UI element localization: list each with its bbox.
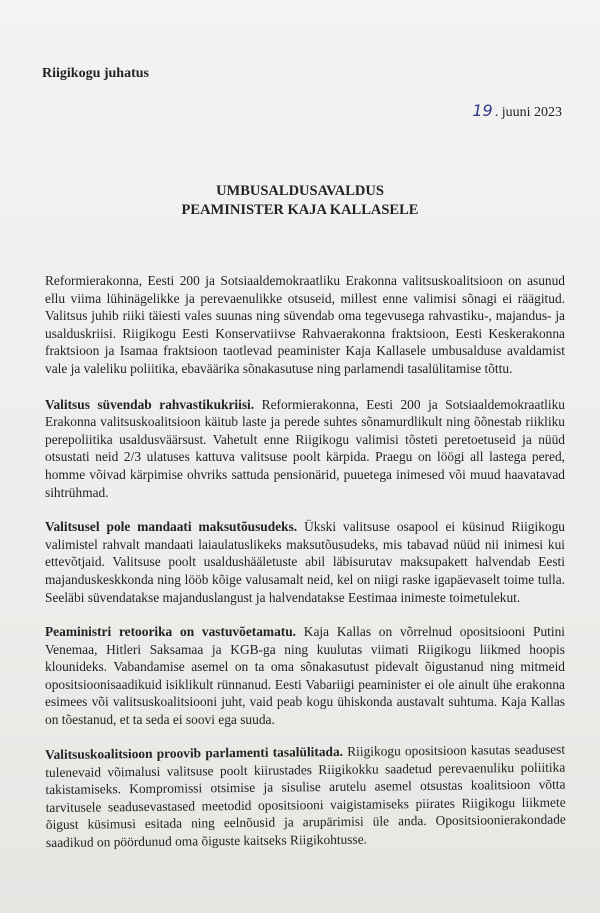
paragraph-intro <box>45 272 565 378</box>
paragraph-text: Riigikogu opositsioon kasutas seadusest tulenevaid võimalusi valitsuse poolt kiirustades Riigikokku saadetud perevaenuliku poliitika takistamiseks. Kompromissi otsimise ja sisulise arutelu asemel otsustas koalitsioon võtta tarvitusele seadusevastased meetodid opositsiooni vaigistamiseks piirates Riigikogu liikmete õigust küsimusi esitada ning eelnõusid ja arupärimisi üle anda. Opositsioonierakondade saadikud on pöördunud oma õiguste kaitseks Riigikohtusse. <box>45 741 566 850</box>
paragraph-lead: Valitsuskoalitsioon proovib parlamenti tasalülitada. <box>45 743 344 762</box>
paragraph-lead: Valitsus süvendab rahvastikukriisi. <box>45 396 255 412</box>
date-month-year: . juuni 2023 <box>494 105 562 120</box>
date-line <box>472 101 562 121</box>
paragraph-maksutousud <box>45 518 565 606</box>
paragraph-text: Reformierakonna, Eesti 200 ja Sotsiaaldemokraatliku Erakonna valitsuskoalitsioon on asunud ellu viima lühinägelikke ja perevaenulikke otsuseid, millest enne valimisi sõnagi ei räägitud. Valitsus juhib riiki täiesti vales suunas ning süvendab oma tegevusega rahvastiku-, majandus- ja usalduskriisi. Riigikogu Eesti Konservatiivse Rahvaerakonna fraktsioon, Eesti Keskerakonna fraktsioon ja Isamaa fraktsioon taotlevad peaminister Kaja Kallasele umbusalduse avaldamist vale ja valeliku poliitika, ebaväärika sõnakasutuse ning parlamendi tasalülitamise tõttu. <box>45 273 565 376</box>
paragraph-retoorika <box>45 623 565 729</box>
addressee: Riigikogu juhatus <box>42 66 149 81</box>
paragraph-text: Kaja Kallas on võrrelnud opositsiooni Putini Venemaa, Hitleri Saksamaa ja KGB-ga ning kuulutas viimati Riigikogu liikmed hoopis klounideks. Vabandamise asemel on ta oma sõnakasutust pidevalt õigustanud ning mitmeid opositsioonisaadikuid isiklikult rünnanud. Eesti Vabariigi peaminister ei ole ainult ühe erakonna esimees või valitsuskoalitsiooni juht, vaid peab kogu ühiskonda austavalt suhtuma. Kaja Kallas on tõestanud, et ta seda ei soovi ega suuda. <box>45 624 565 728</box>
document-body <box>45 272 565 868</box>
paragraph-rahvastikukriis <box>45 396 565 502</box>
title-line-2: PEAMINISTER KAJA KALLASELE <box>181 202 419 218</box>
paragraph-text: Ükski valitsuse osapool ei küsinud Riigikogu valimistel rahvalt mandaati laiaulatuslikeks maksutõusudeks, mis tabavad nüüd nii inimesi kui ettevõtjaid. Valitsuse poolt usaldushääletuste abil läbisurutav maksupakett halvendab Eesti majanduskeskkonda ning lööb kõige valusamalt neid, kel on niigi raske igapäevaselt toime tulla. Seeläbi süvendatakse majanduslangust ja halvendatakse Eestimaa inimeste toimetulekut. <box>45 519 565 605</box>
paragraph-text: Reformierakonna, Eesti 200 ja Sotsiaaldemokraatliku Erakonna valitsuskoalitsioon käitub laste ja perede suhtes sõnamurdlikult ning õõnestab riikliku perepoliitika usaldusväärsust. Vahetult enne Riigikogu valimisi tõsteti peretoetuseid ja nüüd otsustati neid 2/3 ulatuses kattuva valitsuse poolt kärpida. Praegu on löögi all lastega pered, homme võivad kärpimise ohvriks sattuda pensionärid, puuetega inimesed või muud haavatavad sihtrühmad. <box>45 396 565 500</box>
paragraph-tasalulitamine <box>45 740 566 851</box>
handwritten-date-day: 19 <box>472 101 493 120</box>
paragraph-lead: Peaministri retoorika on vastuvõetamatu. <box>45 624 297 640</box>
paragraph-lead: Valitsusel pole mandaati maksutõusudeks. <box>45 519 298 535</box>
document-title <box>0 182 600 220</box>
title-line-1: UMBUSALDUSAVALDUS <box>216 183 384 199</box>
